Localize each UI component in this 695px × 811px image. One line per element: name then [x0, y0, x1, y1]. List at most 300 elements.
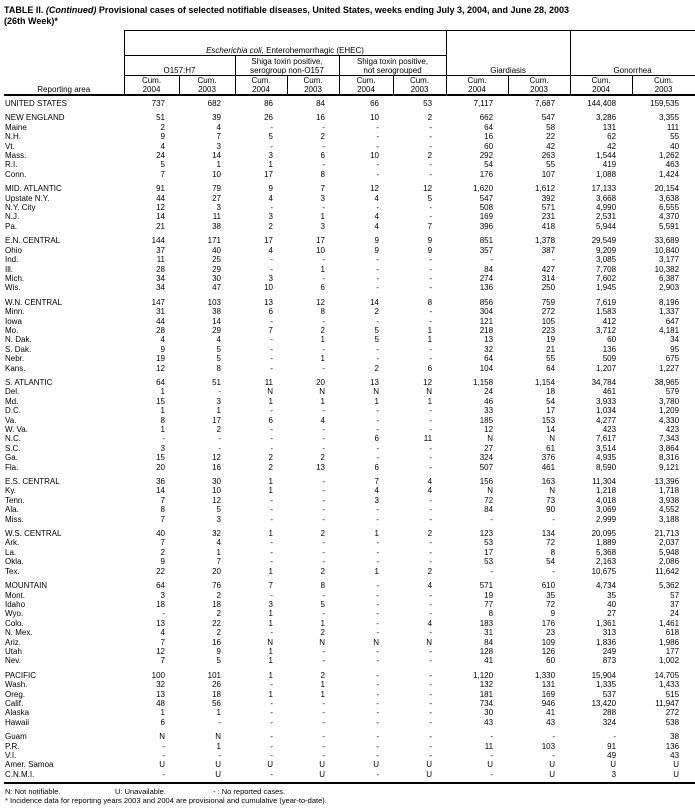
value-cell: 3 — [216, 141, 221, 151]
value-cell: - — [429, 160, 433, 170]
value-cell: 36 — [156, 477, 165, 487]
value-cell: - — [322, 160, 325, 170]
value-cell: 126 — [541, 646, 556, 656]
value-cell: 55 — [546, 354, 556, 364]
value-cell: 14 — [156, 212, 165, 222]
value-cell: 33,689 — [654, 236, 680, 246]
value-cell: 8 — [320, 169, 325, 179]
value-cell: 18 — [546, 387, 556, 397]
value-cell: N — [426, 387, 433, 397]
table-row — [4, 406, 695, 415]
value-cell: - — [322, 708, 325, 718]
reporting-area-cell: Fla. — [5, 462, 19, 472]
table-row — [4, 727, 695, 741]
value-cell: 12 — [423, 184, 433, 194]
value-cell: 223 — [541, 325, 556, 335]
value-cell: 10 — [316, 245, 325, 255]
value-cell: 856 — [479, 297, 494, 307]
value-cell: 32 — [212, 529, 221, 539]
footnotes — [4, 787, 693, 805]
value-cell: - — [429, 646, 433, 656]
value-cell: - — [270, 335, 273, 345]
value-cell: 42 — [546, 141, 556, 151]
value-cell: 4 — [427, 486, 433, 496]
value-cell: 58 — [546, 122, 556, 132]
not-serogrouped-label-line2: not serogrouped — [363, 66, 422, 75]
value-cell: 4 — [374, 193, 379, 203]
cum-2004-header: Cum. 2004 — [446, 76, 508, 96]
reporting-area-cell: Upstate N.Y. — [5, 193, 50, 203]
value-cell: 3,085 — [596, 255, 617, 265]
value-cell: 10,840 — [654, 245, 680, 255]
value-cell: 1,718 — [659, 486, 680, 496]
value-cell: 734 — [479, 698, 494, 708]
value-cell: - — [376, 646, 379, 656]
value-cell: 3 — [570, 770, 632, 783]
value-cell: - — [429, 307, 433, 317]
value-cell: 1 — [427, 396, 433, 406]
value-cell: 6 — [160, 717, 165, 727]
value-cell: - — [322, 609, 325, 619]
reporting-area-cell: S. ATLANTIC — [5, 377, 53, 387]
value-cell: 1,120 — [473, 670, 494, 680]
value-cell: N — [159, 732, 165, 742]
value-cell: 2 — [320, 628, 325, 638]
value-cell: - — [270, 751, 273, 760]
value-cell: - — [376, 453, 379, 463]
value-cell: 47 — [212, 283, 221, 293]
reporting-area-cell: Vt. — [5, 141, 15, 151]
value-cell: - — [162, 741, 165, 751]
value-cell: 1,158 — [473, 377, 494, 387]
table-row — [4, 132, 695, 141]
value-cell: 461 — [541, 462, 556, 472]
value-cell: 2 — [427, 529, 433, 539]
value-cell: 6 — [268, 307, 273, 317]
table-row — [4, 638, 695, 647]
value-cell: - — [322, 273, 325, 283]
value-cell: 571 — [541, 203, 556, 213]
non-o157-subgroup-header — [235, 56, 339, 76]
value-cell: 100 — [151, 670, 165, 680]
table-row — [4, 591, 695, 600]
value-cell: 4 — [160, 335, 165, 345]
value-cell: 1 — [160, 387, 165, 397]
value-cell: N — [319, 387, 325, 397]
value-cell: 18 — [212, 599, 221, 609]
reporting-area-cell: Nebr. — [5, 354, 25, 364]
not-serogrouped-subgroup-header — [339, 56, 446, 76]
table-row — [4, 666, 695, 680]
value-cell: 11 — [212, 212, 221, 222]
table-row — [4, 364, 695, 373]
reporting-area-cell: Nev. — [5, 656, 21, 666]
value-cell: 144,408 — [587, 99, 617, 108]
value-cell: 13 — [264, 297, 273, 307]
value-cell: 21,713 — [654, 529, 680, 539]
value-cell: 5 — [268, 132, 273, 142]
value-cell: 153 — [541, 415, 556, 425]
value-cell: 104 — [479, 363, 494, 373]
value-cell: N — [426, 637, 433, 647]
value-cell: 3,188 — [659, 514, 680, 524]
value-cell: 4 — [374, 486, 379, 496]
value-cell: - — [376, 443, 379, 453]
reporting-area-cell: E.N. CENTRAL — [5, 236, 61, 246]
value-cell: 3 — [216, 514, 221, 524]
cum-2004-header: Cum. 2004 — [339, 76, 393, 96]
value-cell: 76 — [212, 581, 221, 591]
value-cell: 1 — [374, 396, 379, 406]
value-cell: 6,555 — [659, 203, 680, 213]
reporting-area-cell: Hawaii — [5, 717, 30, 727]
value-cell: 53 — [484, 557, 494, 567]
value-cell: 19 — [156, 354, 165, 364]
footnote-no-reported-cases: - : No reported cases. — [213, 787, 286, 797]
value-cell: - — [446, 770, 508, 783]
value-cell: 29,549 — [591, 236, 617, 246]
reporting-area-cell: E.S. CENTRAL — [5, 477, 60, 487]
value-cell: 272 — [665, 708, 680, 718]
table-row — [4, 170, 695, 179]
value-cell: 324 — [602, 717, 617, 727]
value-cell: 1 — [320, 212, 325, 222]
table-row — [4, 326, 695, 335]
reporting-area-cell: N.J. — [5, 212, 20, 222]
table-row — [4, 718, 695, 727]
value-cell: U — [179, 770, 235, 783]
value-cell: 2 — [374, 307, 379, 317]
value-cell: 2 — [216, 628, 221, 638]
value-cell: 2 — [374, 363, 379, 373]
reporting-area-cell: Miss. — [5, 514, 24, 524]
title-week: (26th Week)* — [4, 16, 58, 26]
value-cell: 40 — [670, 141, 680, 151]
value-cell: 1 — [320, 618, 325, 628]
reporting-area-cell: Calif. — [5, 698, 24, 708]
value-cell: 7,602 — [596, 273, 617, 283]
value-cell: 3,069 — [596, 505, 617, 515]
value-cell: - — [339, 770, 393, 783]
value-cell: 8 — [160, 415, 165, 425]
value-cell: 3,668 — [596, 193, 617, 203]
value-cell: 4 — [216, 335, 221, 345]
value-cell: 4 — [374, 212, 379, 222]
table-row — [4, 742, 695, 751]
value-cell: 16 — [212, 462, 221, 472]
value-cell: - — [376, 741, 379, 751]
value-cell: 1 — [216, 708, 221, 718]
value-cell: 1,227 — [659, 363, 680, 373]
value-cell: 1 — [268, 160, 273, 170]
value-cell: 1 — [268, 689, 273, 699]
value-cell: 28 — [156, 325, 165, 335]
value-cell: - — [270, 255, 273, 265]
value-cell: 10 — [212, 486, 221, 496]
value-cell: 4,734 — [596, 581, 617, 591]
value-cell: 7 — [374, 477, 379, 487]
table-row — [4, 515, 695, 524]
value-cell: - — [429, 732, 433, 742]
value-cell: 1,612 — [535, 184, 556, 194]
value-cell: - — [270, 122, 273, 132]
reporting-area-cell: La. — [5, 547, 17, 557]
value-cell: - — [376, 122, 379, 132]
value-cell: 1,207 — [596, 363, 617, 373]
value-cell: 9,121 — [659, 462, 680, 472]
value-cell: - — [376, 273, 379, 283]
value-cell: 12 — [212, 453, 221, 463]
value-cell: 6,387 — [659, 273, 680, 283]
value-cell: 90 — [546, 505, 556, 515]
value-cell: 2 — [320, 529, 325, 539]
table-row — [4, 628, 695, 637]
table-row — [4, 576, 695, 590]
value-cell: 24 — [484, 387, 494, 397]
value-cell: 48 — [156, 698, 165, 708]
value-cell: U — [426, 760, 433, 770]
value-cell: - — [429, 599, 433, 609]
reporting-area-cell: N.Y. City — [5, 203, 36, 213]
value-cell: 1 — [268, 656, 273, 666]
value-cell: - — [270, 717, 273, 727]
value-cell: 2,531 — [596, 212, 617, 222]
value-cell: 2 — [320, 325, 325, 335]
value-cell: - — [376, 283, 379, 293]
value-cell: - — [490, 566, 494, 576]
value-cell: - — [376, 425, 379, 434]
value-cell: 1 — [268, 477, 273, 487]
value-cell: 144 — [151, 236, 165, 246]
value-cell: - — [429, 443, 433, 453]
table-row — [4, 463, 695, 472]
value-cell: 91 — [156, 184, 165, 194]
value-cell: - — [322, 656, 325, 666]
value-cell: - — [429, 283, 433, 293]
value-cell: 2 — [320, 670, 325, 680]
table-row — [4, 397, 695, 406]
value-cell: - — [376, 590, 379, 600]
value-cell: - — [322, 122, 325, 132]
value-cell: 1,218 — [596, 486, 617, 496]
value-cell: 8 — [216, 363, 221, 373]
reporting-area-cell: Tex. — [5, 566, 20, 576]
value-cell: 1,433 — [659, 680, 680, 690]
value-cell: 2,163 — [596, 557, 617, 567]
value-cell: 571 — [479, 581, 494, 591]
value-cell: 1,461 — [659, 618, 680, 628]
value-cell: 3 — [320, 193, 325, 203]
value-cell: - — [376, 514, 379, 524]
value-cell: 35 — [546, 590, 556, 600]
reporting-area-cell: Okla. — [5, 557, 24, 567]
table-header — [4, 31, 695, 96]
value-cell: 72 — [546, 538, 556, 548]
value-cell: 17 — [316, 236, 325, 246]
value-cell: 11 — [264, 377, 273, 387]
value-cell: - — [376, 141, 379, 151]
value-cell: - — [429, 741, 433, 751]
value-cell: - — [376, 689, 379, 699]
value-cell: - — [270, 141, 273, 151]
value-cell: 3 — [320, 221, 325, 231]
value-cell: 2 — [160, 122, 165, 132]
value-cell: 3,355 — [659, 113, 680, 123]
value-cell: 5,362 — [659, 581, 680, 591]
reporting-area-cell: N.H. — [5, 132, 21, 142]
value-cell: 9 — [427, 236, 433, 246]
value-cell: 7 — [268, 325, 273, 335]
value-cell: - — [429, 425, 433, 434]
value-cell: - — [429, 505, 433, 515]
value-cell: U — [373, 760, 379, 770]
value-cell: 38 — [670, 732, 680, 742]
value-cell: 16 — [316, 113, 325, 123]
reporting-area-cell: N. Dak. — [5, 335, 32, 345]
value-cell: 3,780 — [659, 396, 680, 406]
value-cell: 6 — [374, 434, 379, 444]
value-cell: 8,196 — [659, 297, 680, 307]
table-row — [4, 444, 695, 453]
value-cell: 10 — [212, 169, 221, 179]
value-cell: - — [322, 477, 325, 487]
reporting-area-cell: D.C. — [5, 406, 21, 416]
value-cell: - — [376, 255, 379, 265]
value-cell: 131 — [541, 680, 556, 690]
value-cell: - — [322, 255, 325, 265]
value-cell: - — [322, 547, 325, 557]
value-cell: 7,117 — [473, 99, 494, 108]
value-cell: - — [322, 363, 325, 373]
value-cell: - — [429, 273, 433, 283]
value-cell: N — [549, 434, 556, 444]
value-cell: 38,965 — [654, 377, 680, 387]
value-cell: 20 — [156, 462, 165, 472]
value-cell: 15 — [156, 453, 165, 463]
value-cell: 3 — [160, 590, 165, 600]
table-row — [4, 548, 695, 557]
value-cell: N — [487, 434, 494, 444]
value-cell: 1 — [268, 566, 273, 576]
value-cell: 10,675 — [591, 566, 617, 576]
value-cell: - — [270, 547, 273, 557]
value-cell: - — [429, 698, 433, 708]
value-cell: 12 — [370, 184, 379, 194]
value-cell: - — [322, 590, 325, 600]
value-cell: 4,018 — [596, 495, 617, 505]
footnote-symbols — [5, 787, 693, 796]
value-cell: 3,712 — [596, 325, 617, 335]
non-o157-label-line2: serogroup non-O157 — [250, 66, 324, 75]
value-cell: 7 — [160, 637, 165, 647]
table-row — [4, 307, 695, 316]
value-cell: 177 — [665, 646, 680, 656]
value-cell: 13,396 — [654, 477, 680, 487]
table-row — [4, 255, 695, 264]
value-cell: 537 — [602, 689, 617, 699]
value-cell: 27 — [607, 609, 617, 619]
value-cell: - — [429, 141, 433, 151]
value-cell: 7,687 — [535, 99, 556, 108]
value-cell: N — [319, 637, 325, 647]
value-cell: 14 — [212, 151, 221, 161]
value-cell: 49 — [607, 751, 617, 760]
non-o157-label-line1: Shiga toxin positive, — [251, 57, 323, 66]
value-cell: 1,424 — [659, 169, 680, 179]
value-cell: 34 — [670, 335, 680, 345]
table-row — [4, 345, 695, 354]
value-cell: - — [322, 316, 325, 326]
value-cell: 107 — [541, 169, 556, 179]
table-row — [4, 708, 695, 717]
table-row — [4, 354, 695, 363]
value-cell: 29 — [212, 325, 221, 335]
value-cell: - — [429, 453, 433, 463]
reporting-area-cell: PACIFIC — [5, 670, 36, 680]
reporting-area-cell: Oreg. — [5, 689, 26, 699]
value-cell: 22 — [156, 566, 165, 576]
value-cell: 2 — [320, 132, 325, 142]
value-cell: 376 — [541, 453, 556, 463]
value-cell: 38 — [212, 307, 221, 317]
value-cell: - — [270, 425, 273, 434]
value-cell: N — [373, 637, 379, 647]
value-cell: 9 — [160, 132, 165, 142]
value-cell: - — [322, 203, 325, 213]
value-cell: 91 — [607, 741, 617, 751]
value-cell: - — [270, 698, 273, 708]
reporting-area-cell: Ohio — [5, 245, 22, 255]
value-cell: - — [322, 495, 325, 505]
value-cell: 54 — [484, 160, 494, 170]
value-cell: - — [429, 406, 433, 416]
value-cell: 1,088 — [596, 169, 617, 179]
value-cell: 73 — [546, 495, 556, 505]
reporting-area-cell: Minn. — [5, 307, 25, 317]
value-cell: 7,617 — [596, 434, 617, 444]
value-cell: 57 — [670, 590, 680, 600]
value-cell: - — [429, 717, 433, 727]
reporting-area-cell: N. Mex. — [5, 628, 33, 638]
value-cell: 5 — [216, 505, 221, 515]
value-cell: 946 — [541, 698, 556, 708]
value-cell: 3,933 — [596, 396, 617, 406]
value-cell: - — [322, 646, 325, 656]
table-body — [4, 95, 695, 783]
value-cell: 17 — [546, 406, 556, 416]
reporting-area-cell: Ky. — [5, 486, 16, 496]
value-cell: 5 — [216, 354, 221, 364]
value-cell: 38 — [212, 221, 221, 231]
cum-2003-header: Cum. 2003 — [508, 76, 570, 96]
reporting-area-cell: Ill. — [5, 264, 13, 274]
giardiasis-group-header — [446, 31, 570, 76]
value-cell: - — [376, 698, 379, 708]
value-cell: 4,370 — [659, 212, 680, 222]
value-cell: U — [319, 760, 325, 770]
value-cell: 5 — [216, 344, 221, 354]
gonorrhea-group-header — [570, 31, 695, 76]
value-cell: 34,784 — [591, 377, 617, 387]
value-cell: 64 — [484, 354, 494, 364]
value-cell: 17 — [212, 415, 221, 425]
value-cell: 4 — [216, 538, 221, 548]
value-cell: 40 — [156, 529, 165, 539]
value-cell: 19 — [546, 335, 556, 345]
value-cell: 30 — [212, 273, 221, 283]
value-cell: 27 — [484, 443, 494, 453]
value-cell: 121 — [479, 316, 494, 326]
